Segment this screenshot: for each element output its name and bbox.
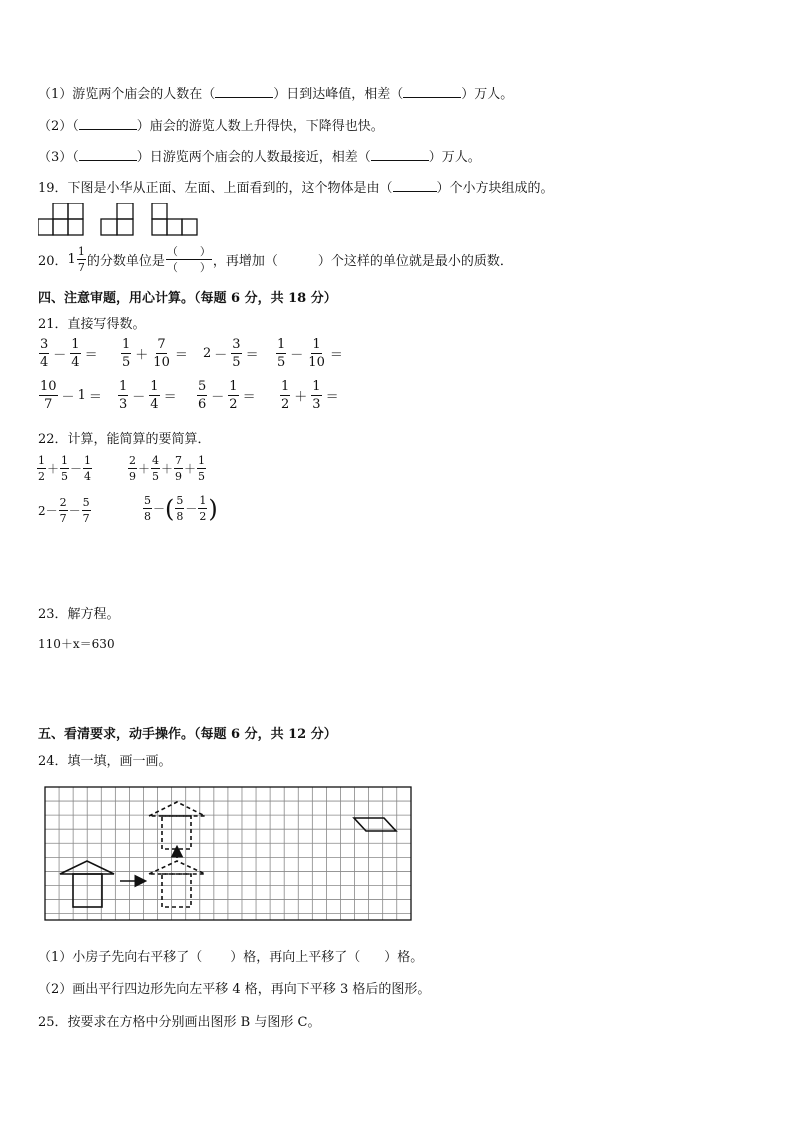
section-4-heading: 四、注意审题，用心计算。（每题 6 分，共 18 分） xyxy=(38,291,337,306)
translation-grid-figure[interactable] xyxy=(44,786,414,922)
q21-row2-item1: $\frac{10}{7}$ － 1 ＝ xyxy=(40,379,102,412)
q19-question: 19．下图是小华从正面、左面、上面看到的，这个物体是由（ ）个小方块组成的。 xyxy=(38,181,554,196)
mixed-fraction: $\frac{1}{7}$ xyxy=(77,245,85,274)
view-front-cell xyxy=(53,219,68,235)
unit-blank-fraction[interactable]: $\frac{( )}{( )}$ xyxy=(166,245,211,274)
square-grid xyxy=(45,787,411,920)
answer-blank[interactable] xyxy=(79,148,137,161)
view-front-cell xyxy=(68,219,83,235)
view-front-cell xyxy=(53,203,68,219)
view-left-cell xyxy=(117,219,133,235)
q21-row1-item3: 2 － $\frac{3}{5}$ ＝ xyxy=(203,337,259,370)
view-left-cell xyxy=(117,203,133,219)
q22-expr2: $\frac{2}{9}$ ＋ $\frac{4}{5}$ ＋ $\frac{7}{9}$ ＋ $\frac{1}{5}$ xyxy=(129,454,206,483)
q24-part2: （2）画出平行四边形先向左平移 4 格，再向下平移 3 格后的图形。 xyxy=(38,982,431,997)
view-left-cell xyxy=(101,219,117,235)
q20-question: 20． 1 $\frac{1}{7}$ 的分数单位是 $\frac{( )}{( )}$ ，再增加（ ）个这样的单位就是最小的质数． xyxy=(38,245,513,274)
three-views-figure xyxy=(38,203,208,237)
view-top-cell xyxy=(152,203,167,219)
view-top-cell xyxy=(167,219,182,235)
q22-expr1: $\frac{1}{2}$ ＋ $\frac{1}{5}$ － $\frac{1}{4}$ xyxy=(38,454,92,483)
q21-row1-item2: $\frac{1}{5}$ ＋ $\frac{7}{10}$ ＝ xyxy=(122,337,188,370)
q24-part1: （1）小房子先向右平移了（ ）格，再向上平移了（ ）格。 xyxy=(38,950,424,965)
q22-title: 22．计算，能简算的要简算． xyxy=(38,432,211,447)
answer-blank[interactable] xyxy=(79,117,137,130)
view-front-cell xyxy=(68,203,83,219)
answer-blank[interactable] xyxy=(371,148,429,161)
q23-equation: 110＋x＝630 xyxy=(38,637,115,651)
q21-row2-item3: $\frac{5}{6}$ － $\frac{1}{2}$ ＝ xyxy=(198,379,256,412)
view-top-cell xyxy=(152,219,167,235)
q21-row2-item2: $\frac{1}{3}$ － $\frac{1}{4}$ ＝ xyxy=(119,379,177,412)
q22-expr3: 2 － $\frac{2}{7}$ － $\frac{5}{7}$ xyxy=(38,496,90,525)
answer-blank[interactable] xyxy=(403,85,461,98)
view-front-cell xyxy=(38,219,53,235)
view-top-cell xyxy=(182,219,197,235)
answer-blank[interactable] xyxy=(215,85,273,98)
q23-title: 23．解方程。 xyxy=(38,607,120,622)
q24-title: 24．填一填，画一画。 xyxy=(38,754,172,769)
q21-title: 21．直接写得数。 xyxy=(38,317,146,332)
q21-row2-item4: $\frac{1}{2}$ ＋ $\frac{1}{3}$ ＝ xyxy=(281,379,339,412)
q18-part1: （1）游览两个庙会的人数在（ ）日到达峰值，相差（ ）万人。 xyxy=(38,87,514,102)
q25-title: 25．按要求在方格中分别画出图形 B 与图形 C。 xyxy=(38,1015,321,1030)
q18-part2: （2）（ ）庙会的游览人数上升得快，下降得也快。 xyxy=(38,119,384,134)
section-5-heading: 五、看清要求，动手操作。（每题 6 分，共 12 分） xyxy=(38,727,337,742)
q21-row1-item1: $\frac{3}{4}$ － $\frac{1}{4}$ ＝ xyxy=(40,337,98,370)
q21-row1-item4: $\frac{1}{5}$ － $\frac{1}{10}$ ＝ xyxy=(277,337,343,370)
q18-part3: （3）（ ）日游览两个庙会的人数最接近，相差（ ）万人。 xyxy=(38,150,481,165)
answer-blank[interactable] xyxy=(393,179,437,192)
q22-expr4: $\frac{5}{8}$ － ( $\frac{5}{8}$ － $\frac{1}{2}$ ) xyxy=(144,494,218,523)
